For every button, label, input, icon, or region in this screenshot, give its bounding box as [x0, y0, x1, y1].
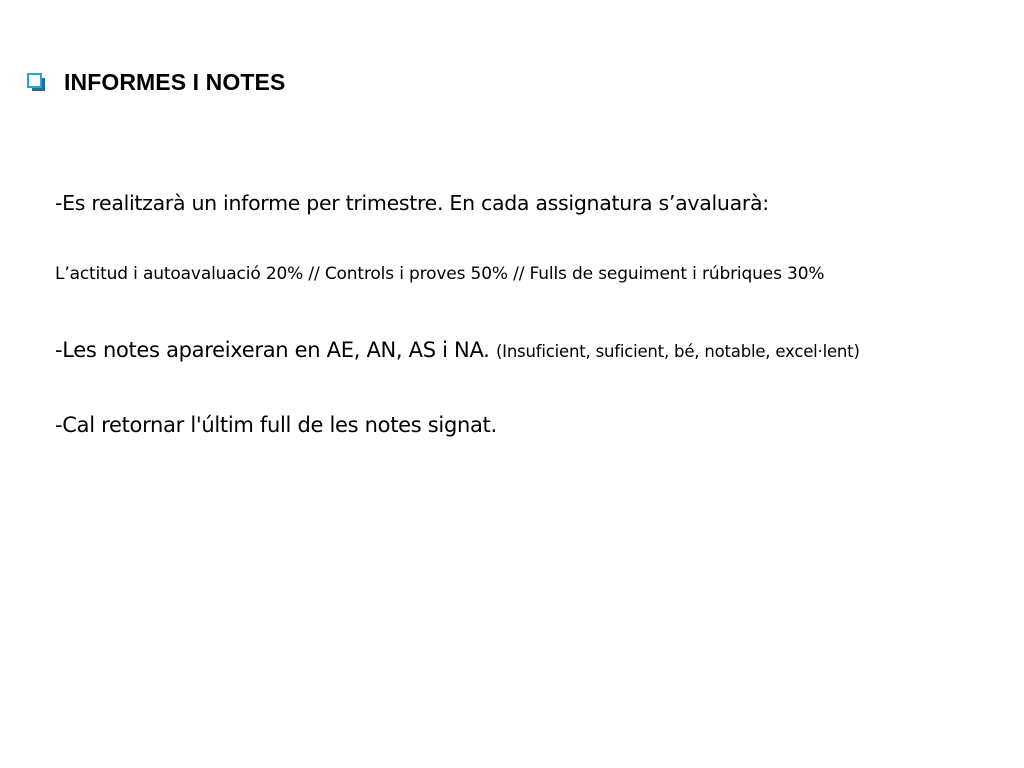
- report-text-line: -Es realitzarà un informe per trimestre. En cada assignatura s’avaluarà:: [55, 191, 769, 215]
- grades-line: [55, 339, 860, 362]
- checkbox-bullet-icon: [27, 73, 46, 92]
- section-heading: [27, 66, 285, 98]
- evaluation-weights-line: L’actitud i autoavaluació 20% // Controls i proves 50% // Fulls de seguiment i rúbriques 30%: [55, 264, 825, 284]
- return-signed-sheet-line: -Cal retornar l'últim full de les notes signat.: [55, 413, 497, 437]
- page-title: INFORMES I NOTES: [64, 68, 286, 95]
- grades-main-text: -Les notes apareixeran en AE, AN, AS i NA.: [55, 338, 490, 362]
- grades-note: (Insuficient, suficient, bé, notable, excel·lent): [495, 342, 860, 361]
